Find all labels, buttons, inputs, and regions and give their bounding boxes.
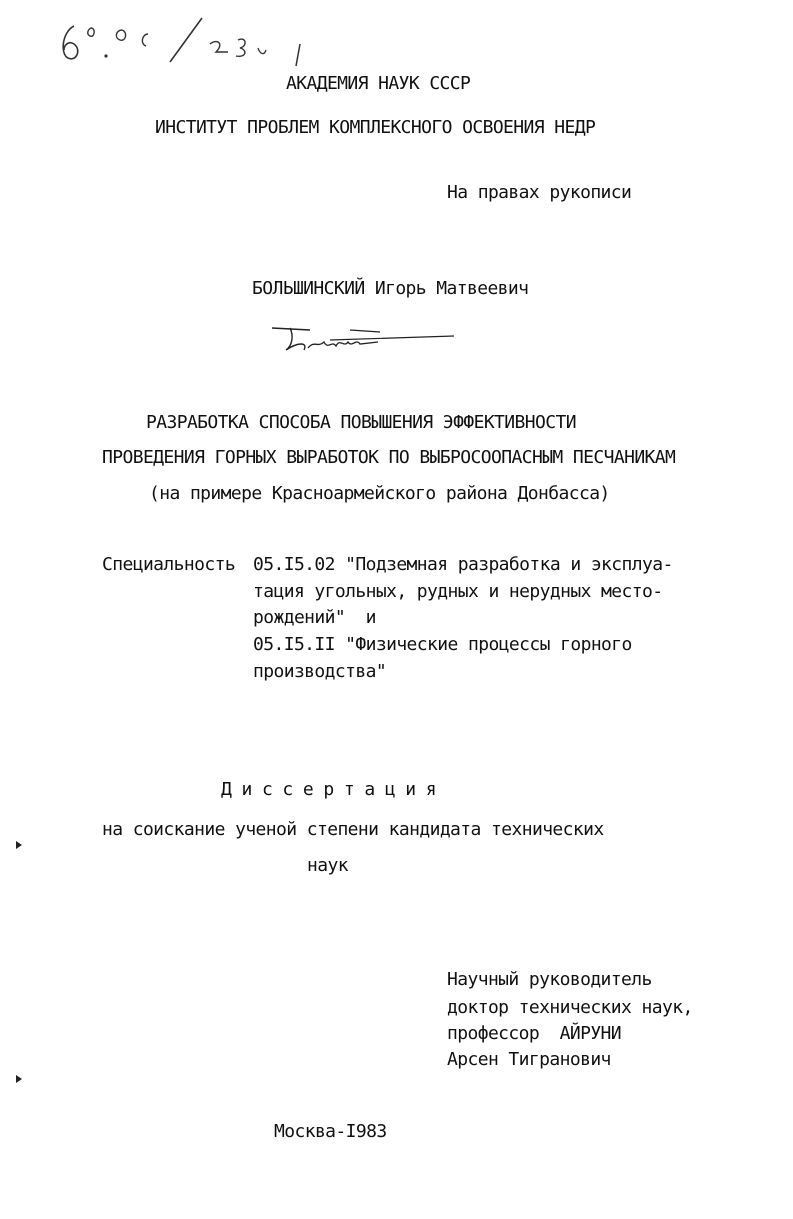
specialty-line-1: 05.I5.02 "Подземная разработка и эксплуа- <box>253 554 673 575</box>
supervisor-line-1: Научный руководитель <box>447 969 652 990</box>
margin-marker <box>16 841 22 849</box>
supervisor-line-4: Арсен Тигранович <box>447 1049 611 1070</box>
handwritten-archive-note <box>52 14 322 70</box>
city-year: Москва-I983 <box>274 1121 387 1142</box>
dissertation-heading: Д и с с е р т а ц и я <box>221 779 436 800</box>
margin-marker <box>16 1075 22 1083</box>
specialty-label: Специальность <box>102 554 236 575</box>
manuscript-rights-note: На правах рукописи <box>447 182 632 203</box>
supervisor-line-3: профессор АЙРУНИ <box>447 1023 622 1044</box>
author-name: БОЛЬШИНСКИЙ Игорь Матвеевич <box>252 278 529 299</box>
specialty-line-3: рождений" и <box>253 607 376 628</box>
degree-line-2: наук <box>307 855 348 876</box>
institute-name: ИНСТИТУТ ПРОБЛЕМ КОМПЛЕКСНОГО ОСВОЕНИЯ НЕДР <box>155 117 596 138</box>
degree-line-1: на соискание ученой степени кандидата технических <box>102 819 604 840</box>
title-line-1: РАЗРАБОТКА СПОСОБА ПОВЫШЕНИЯ ЭФФЕКТИВНОСТИ <box>146 412 576 433</box>
title-line-2: ПРОВЕДЕНИЯ ГОРНЫХ ВЫРАБОТОК ПО ВЫБРОСООПАСНЫМ ПЕСЧАНИКАМ <box>102 447 676 468</box>
specialty-line-2: тация угольных, рудных и нерудных место- <box>253 581 663 602</box>
academy-name: АКАДЕМИЯ НАУК СССР <box>286 73 471 94</box>
author-signature <box>268 320 458 360</box>
supervisor-line-2: доктор технических наук, <box>447 997 693 1018</box>
specialty-line-5: производства" <box>253 661 387 682</box>
title-line-3: (на примере Красноармейского района Донбасса) <box>149 483 610 504</box>
specialty-line-4: 05.I5.II "Физические процессы горного <box>253 634 632 655</box>
